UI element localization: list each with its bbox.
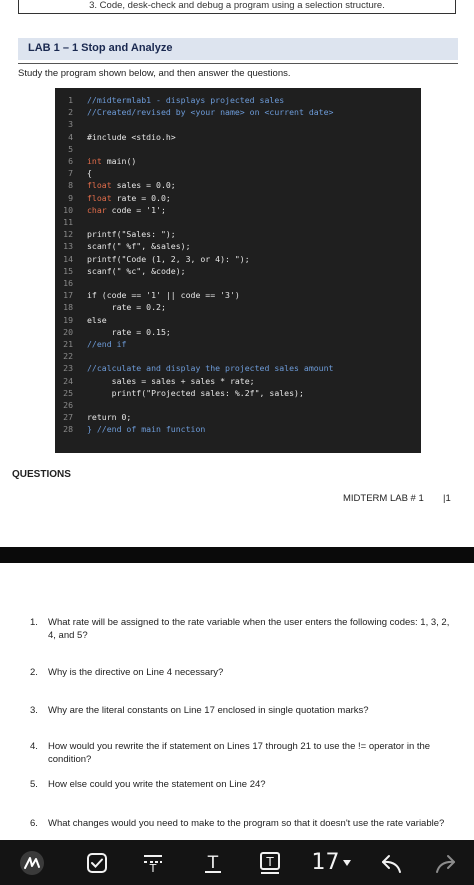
text-align-button[interactable] xyxy=(133,840,173,885)
line-number: 21 xyxy=(63,339,73,349)
line-number: 12 xyxy=(63,229,73,240)
page-number: |1 xyxy=(443,493,451,504)
question-number: 2. xyxy=(30,667,38,678)
text-box-button[interactable] xyxy=(250,840,290,885)
line-number: 24 xyxy=(63,375,73,386)
text-box-icon xyxy=(258,851,282,875)
undo-button[interactable] xyxy=(372,840,412,885)
line-number: 7 xyxy=(68,168,73,179)
code-listing xyxy=(55,88,421,453)
line-number: 25 xyxy=(63,387,73,398)
code-text: printf("Sales: "); xyxy=(87,229,176,240)
code-text: printf("Code (1, 2, 3, or 4): "); xyxy=(87,253,250,264)
line-number: 2 xyxy=(68,107,73,118)
instruction-text: Study the program shown below, and then answer the questions. xyxy=(18,68,291,79)
line-number: 5 xyxy=(68,143,73,154)
line-number: 3 xyxy=(68,119,73,130)
line-number: 8 xyxy=(68,180,73,191)
question-number: 4. xyxy=(30,741,38,752)
question-number: 5. xyxy=(30,779,38,790)
code-text: //midtermlab1 - displays projected sales xyxy=(87,95,285,105)
line-number: 17 xyxy=(63,290,73,301)
code-text: int main() xyxy=(87,156,137,166)
code-text: } //end of main function xyxy=(87,424,206,435)
code-text: float rate = 0.0; xyxy=(87,192,171,203)
code-text: return 0; xyxy=(87,412,132,423)
code-text: printf("Projected sales: %.2f", sales); xyxy=(87,387,304,398)
question-text: What rate will be assigned to the rate variable when the user enters the following codes: 1, 3, 2, 4, and 5? xyxy=(48,617,450,641)
svg-text:T: T xyxy=(266,854,274,869)
line-number: 6 xyxy=(68,156,73,166)
lab-title: LAB 1 – 1 Stop and Analyze xyxy=(28,42,173,54)
code-text: rate = 0.15; xyxy=(87,326,171,337)
checkbox-tool-button[interactable] xyxy=(77,840,117,885)
svg-text:T: T xyxy=(149,861,157,874)
line-number: 16 xyxy=(63,278,73,288)
line-number: 20 xyxy=(63,326,73,337)
pen-tool-button[interactable] xyxy=(10,840,54,885)
line-number: 26 xyxy=(63,400,73,410)
question-number: 1. xyxy=(30,617,38,628)
line-number: 18 xyxy=(63,302,73,313)
text-align-icon xyxy=(141,852,165,874)
font-size-value: 17 xyxy=(311,850,340,875)
code-text: char code = '1'; xyxy=(87,204,166,215)
pen-icon xyxy=(19,850,45,876)
font-size-dropdown[interactable] xyxy=(305,840,357,885)
question-text: How would you rewrite the if statement on Lines 17 through 21 to use the != operator in the condition? xyxy=(48,741,431,765)
line-number: 28 xyxy=(63,424,73,435)
code-text: { xyxy=(87,168,92,179)
line-number: 10 xyxy=(63,204,73,215)
svg-text:T: T xyxy=(207,852,219,873)
line-number: 1 xyxy=(68,95,73,105)
question-text: Why are the literal constants on Line 17 enclosed in single quotation marks? xyxy=(48,705,369,716)
chevron-down-icon xyxy=(343,860,351,866)
undo-icon xyxy=(380,852,404,874)
line-number: 27 xyxy=(63,412,73,423)
line-number: 13 xyxy=(63,241,73,252)
checkbox-icon xyxy=(86,852,108,874)
line-number: 14 xyxy=(63,253,73,264)
code-text: //calculate and display the projected sales amount xyxy=(87,363,334,374)
title-divider xyxy=(18,63,458,64)
questions-heading: QUESTIONS xyxy=(12,469,71,480)
line-number: 19 xyxy=(63,314,73,325)
line-number: 23 xyxy=(63,363,73,374)
line-number: 22 xyxy=(63,351,73,362)
question-number: 6. xyxy=(30,818,38,829)
text-style-button[interactable] xyxy=(193,840,233,885)
question-text: How else could you write the statement on Line 24? xyxy=(48,779,266,790)
code-text: //end if xyxy=(87,339,127,349)
code-text: sales = sales + sales * rate; xyxy=(87,375,255,386)
page-separator xyxy=(0,547,474,563)
code-text: else xyxy=(87,314,107,325)
redo-button[interactable] xyxy=(425,840,465,885)
redo-icon xyxy=(433,852,457,874)
markup-toolbar xyxy=(0,840,474,885)
line-number: 4 xyxy=(68,131,73,142)
code-text: float sales = 0.0; xyxy=(87,180,176,191)
line-number: 15 xyxy=(63,265,73,276)
text-style-icon xyxy=(202,852,224,874)
line-number: 11 xyxy=(63,217,73,227)
code-text: if (code == '1' || code == '3') xyxy=(87,290,240,301)
page-footer-label: MIDTERM LAB # 1 xyxy=(343,493,424,504)
code-text: #include <stdio.h> xyxy=(87,131,176,142)
code-text: scanf(" %c", &code); xyxy=(87,265,186,276)
question-text: What changes would you need to make to the program so that it doesn't use the rate variable? xyxy=(48,818,445,829)
code-text: scanf(" %f", &sales); xyxy=(87,241,191,252)
line-number: 9 xyxy=(68,192,73,203)
code-text: //Created/revised by <your name> on <current date> xyxy=(87,107,334,118)
code-text: rate = 0.2; xyxy=(87,302,166,313)
previous-item-text: 3. Code, desk-check and debug a program using a selection structure. xyxy=(89,0,385,11)
question-number: 3. xyxy=(30,705,38,716)
question-text: Why is the directive on Line 4 necessary? xyxy=(48,667,224,678)
